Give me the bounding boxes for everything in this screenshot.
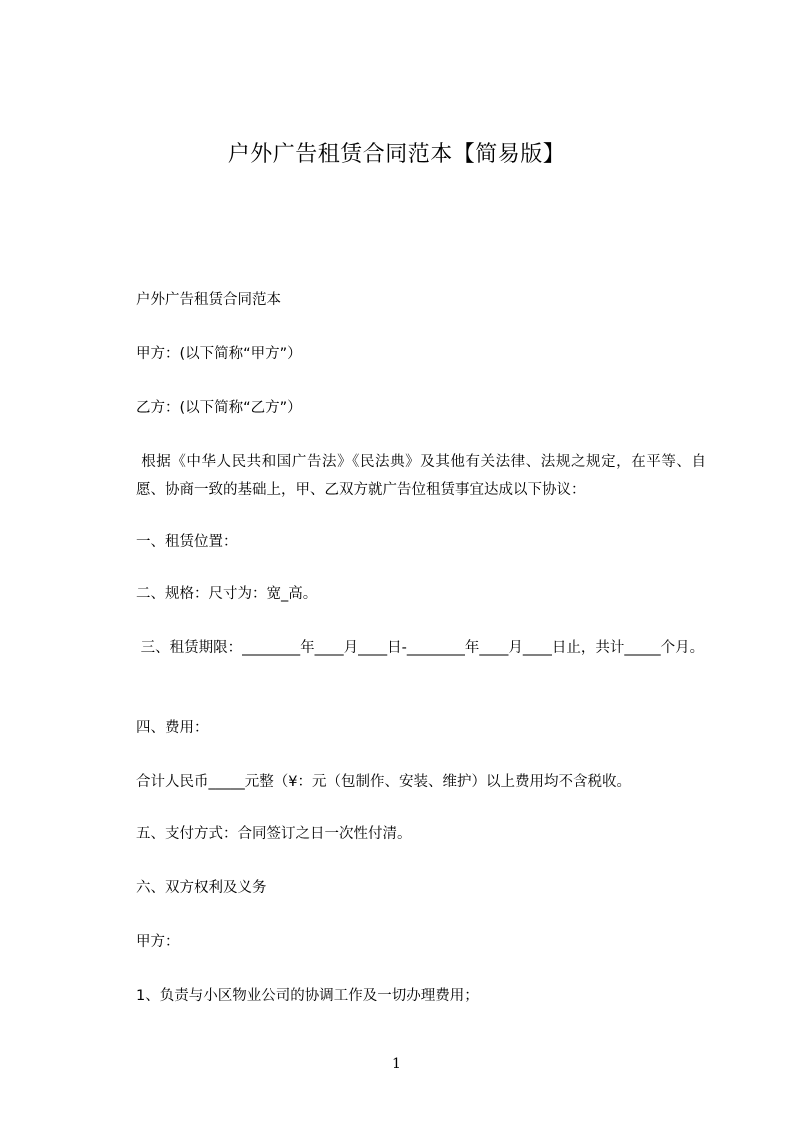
contract-heading: 户外广告租赁合同范本 [136,292,281,308]
clause-fees: 四、费用： [136,720,209,736]
clause-rights-obligations: 六、双方权利及义务 [136,880,267,896]
clause-specification: 二、规格：尺寸为：宽_高。 [136,586,318,602]
party-a-duties-heading: 甲方： [136,934,180,950]
clause-payment-method: 五、支付方式：合同签订之日一次性付清。 [136,826,412,842]
document-title: 户外广告租赁合同范本【简易版】 [227,142,566,167]
party-a-duty-item-1: 1、负责与小区物业公司的协调工作及一切办理费用； [136,988,479,1004]
fees-total-line: 合计人民币_____元整（¥：元（包制作、安装、维护）以上费用均不含税收。 [136,774,631,790]
clause-lease-term: 三、租赁期限：________年____月____日-________年____月____日止，共计_____个月。 [136,640,705,656]
clause-location: 一、租赁位置： [136,534,238,550]
party-b-line: 乙方：(以下简称“乙方”） [136,400,302,416]
preamble-paragraph: 根据《中华人民共和国广告法》《民法典》及其他有关法律、法规之规定，在平等、自愿、协商一致的基础上，甲、乙双方就广告位租赁事宜达成以下协议： [136,454,707,498]
page-number: 1 [392,1056,401,1072]
party-a-line: 甲方：(以下简称“甲方”） [136,346,302,362]
